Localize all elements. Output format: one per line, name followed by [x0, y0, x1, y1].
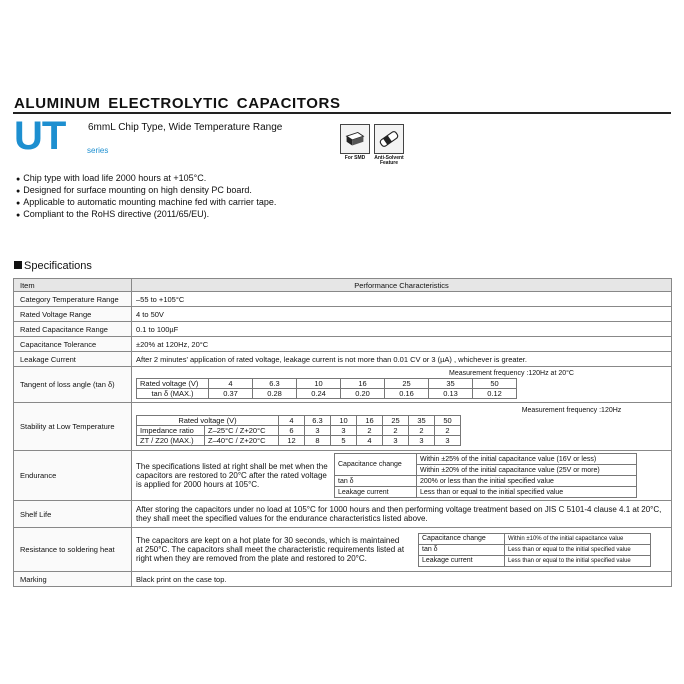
row-label: Capacitance Tolerance [14, 337, 132, 352]
table-row [14, 501, 672, 528]
cell: 3 [435, 436, 461, 446]
cell: 25 [383, 416, 409, 426]
cell: 3 [409, 436, 435, 446]
cell: Z–40°C / Z+20°C [205, 436, 279, 446]
specifications-heading [14, 260, 92, 272]
column-header-performance: Performance Characteristics [132, 279, 672, 292]
cell: 2 [409, 426, 435, 436]
row-label: Category Temperature Range [14, 292, 132, 307]
cell: 16 [341, 379, 385, 389]
table-row [14, 572, 672, 587]
table-row [14, 322, 672, 337]
row-label: Leakage Current [14, 352, 132, 367]
cell: 0.13 [429, 389, 473, 399]
solder-text: The capacitors are kept on a hot plate for 30 seconds, which is maintained at 250°C. The capacitors shall meet the characteristic requirements listed at right when they are removed from the plate and restored to 20°C. [136, 536, 405, 563]
cell: 35 [409, 416, 435, 426]
cell: 3 [305, 426, 331, 436]
cell: tan δ [335, 476, 417, 487]
cell: 4 [357, 436, 383, 446]
row-value: 0.1 to 100µF [132, 322, 672, 337]
feature-bullets [16, 173, 276, 221]
cell: 2 [435, 426, 461, 436]
row-label: Shelf Life [14, 501, 132, 528]
table-row [14, 451, 672, 501]
cell: Impedance ratio [137, 426, 205, 436]
table-row [14, 337, 672, 352]
row-value [132, 367, 672, 403]
bullet-item: ● Chip type with load life 2000 hours at +105°C. [16, 173, 276, 185]
cell: Capacitance change [419, 533, 505, 544]
endurance-text: The specifications listed at right shall be met when the capacitors are restored to 20°C after the rated voltage is applied for 2000 hours at 105°C. [136, 462, 328, 489]
cell: Capacitance change [335, 454, 417, 476]
row-value [132, 451, 672, 501]
cell: Within ±25% of the initial capacitance value (16V or less) [417, 454, 637, 465]
cell: 25 [385, 379, 429, 389]
feature-smd [340, 124, 370, 161]
cell: Within ±10% of the initial capacitance value [505, 533, 651, 544]
cell: 0.20 [341, 389, 385, 399]
cell: 4 [279, 416, 305, 426]
cell: 16 [357, 416, 383, 426]
row-value [132, 403, 672, 451]
row-label: Resistance to soldering heat [14, 528, 132, 572]
row-value: After storing the capacitors under no load at 105°C for 1000 hours and then performing voltage treatment based on JIS C 5101-4 clause 4.1 at 20°C, they shall meet the specified values for the endurance characteristics listed above. [132, 501, 672, 528]
specifications-table [13, 278, 672, 587]
cell: 0.12 [473, 389, 517, 399]
row-label: Stability at Low Temperature [14, 403, 132, 451]
cell: 5 [331, 436, 357, 446]
feature-label: Anti-Solvent Feature [374, 155, 404, 166]
cell: Rated voltage (V) [137, 379, 209, 389]
series-code: UT [14, 114, 66, 158]
cell: ZT / Z20 (MAX.) [137, 436, 205, 446]
row-label: Marking [14, 572, 132, 587]
cell: 0.28 [253, 389, 297, 399]
series-subtitle: 6mmL Chip Type, Wide Temperature Range [88, 122, 283, 133]
cell: 35 [429, 379, 473, 389]
series-word: series [87, 146, 109, 155]
cell: 6.3 [305, 416, 331, 426]
table-row [14, 352, 672, 367]
table-row [14, 292, 672, 307]
row-value: Black print on the case top. [132, 572, 672, 587]
cell: 2 [357, 426, 383, 436]
cell: 0.16 [385, 389, 429, 399]
cell: 0.37 [209, 389, 253, 399]
smd-chip-icon [340, 124, 370, 154]
cell: 2 [383, 426, 409, 436]
row-value: After 2 minutes' application of rated voltage, leakage current is not more than 0.01 CV or 3 (µA) , whichever is greater. [132, 352, 672, 367]
cell: 12 [279, 436, 305, 446]
row-value: 4 to 50V [132, 307, 672, 322]
cell: 6 [279, 426, 305, 436]
cell: Less than or equal to the initial specified value [417, 487, 637, 498]
bullet-item: ● Designed for surface mounting on high density PC board. [16, 185, 276, 197]
specifications-heading-text: Specifications [24, 260, 92, 272]
bullet-item: ● Applicable to automatic mounting machine fed with carrier tape. [16, 197, 276, 209]
cell: 4 [209, 379, 253, 389]
cell: Leakage current [335, 487, 417, 498]
table-row [14, 367, 672, 403]
cell: tan δ (MAX.) [137, 389, 209, 399]
row-label: Tangent of loss angle (tan δ) [14, 367, 132, 403]
cell: tan δ [419, 544, 505, 555]
cell: 50 [435, 416, 461, 426]
table-row [14, 528, 672, 572]
anti-solvent-icon [374, 124, 404, 154]
title-rule [13, 112, 671, 114]
solder-table [418, 533, 651, 567]
feature-anti-solvent [374, 124, 404, 166]
cell: Within ±20% of the initial capacitance value (25V or more) [417, 465, 637, 476]
cell: 6.3 [253, 379, 297, 389]
cell: Leakage current [419, 555, 505, 566]
row-label: Rated Capacitance Range [14, 322, 132, 337]
table-row [14, 307, 672, 322]
endurance-table [334, 453, 637, 498]
feature-label: For SMD [344, 155, 366, 161]
tangent-table [136, 378, 517, 399]
measurement-note: Measurement frequency :120Hz [521, 407, 622, 414]
row-label: Endurance [14, 451, 132, 501]
row-value: –55 to +105°C [132, 292, 672, 307]
cell: 10 [297, 379, 341, 389]
column-header-item: Item [14, 279, 132, 292]
cell: 200% or less than the initial specified value [417, 476, 637, 487]
cell: Z–25°C / Z+20°C [205, 426, 279, 436]
cell: 0.24 [297, 389, 341, 399]
bullet-item: ● Compliant to the RoHS directive (2011/65/EU). [16, 209, 276, 221]
cell: Less than or equal to the initial specified value [505, 544, 651, 555]
cell: Rated voltage (V) [137, 416, 279, 426]
cell: Less than or equal to the initial specified value [505, 555, 651, 566]
row-label: Rated Voltage Range [14, 307, 132, 322]
page-title: ALUMINUM ELECTROLYTIC CAPACITORS [14, 95, 341, 112]
cell: 8 [305, 436, 331, 446]
low-temperature-table [136, 415, 461, 446]
cell: 3 [331, 426, 357, 436]
cell: 10 [331, 416, 357, 426]
cell: 50 [473, 379, 517, 389]
row-value [132, 528, 672, 572]
square-bullet-icon [14, 261, 22, 269]
cell: 3 [383, 436, 409, 446]
measurement-note: Measurement frequency :120Hz at 20°C [449, 370, 574, 377]
row-value: ±20% at 120Hz, 20°C [132, 337, 672, 352]
table-row [14, 403, 672, 451]
